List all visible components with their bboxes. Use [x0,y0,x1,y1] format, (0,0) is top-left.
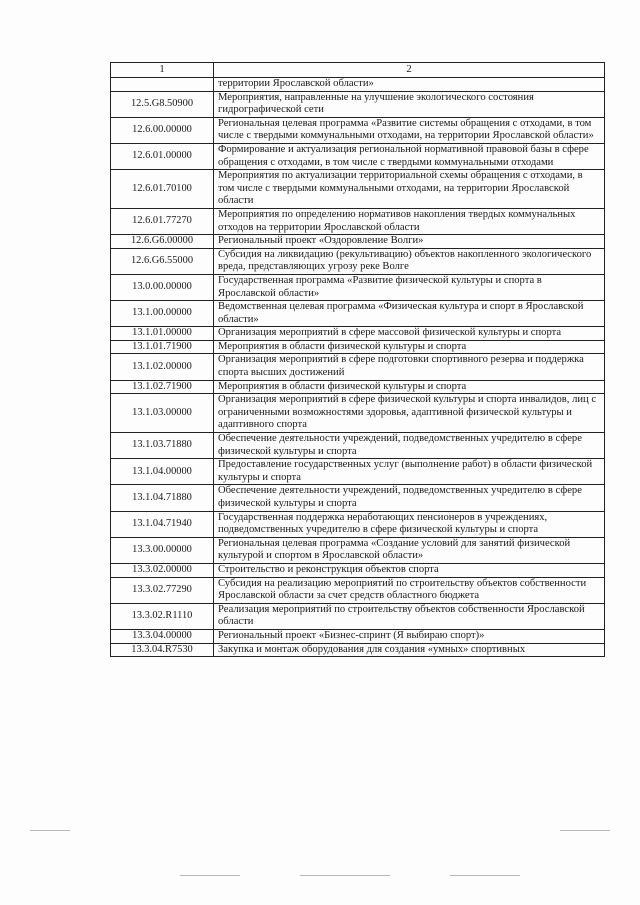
table-row [111,603,605,629]
table-row [111,235,605,249]
table-row [111,301,605,327]
table-row [111,248,605,274]
table-row [111,577,605,603]
table-row [111,208,605,234]
item-description: Мероприятия в области физической культуры и спорта [214,380,605,394]
scan-artifacts [0,830,640,905]
item-description: Обеспечение деятельности учреждений, подведомственных учредителю в сфере физической культуры и спорта [214,485,605,511]
table-row [111,563,605,577]
header-column-2: 2 [214,63,605,78]
item-description: Государственная поддержка неработающих пенсионеров в учреждениях, подведомственных учредителю в сфере физической культуры и спорта [214,511,605,537]
classification-code: 12.6.01.70100 [111,170,214,209]
item-description: Региональная целевая программа «Создание условий для занятий физической культурой и спортом в Ярославской области» [214,537,605,563]
budget-classification-table [110,62,605,657]
classification-code: 13.3.02.R1110 [111,603,214,629]
table-header-row [111,63,605,78]
classification-code: 12.6.G6.55000 [111,248,214,274]
classification-code: 13.1.02.71900 [111,380,214,394]
table-row [111,380,605,394]
table-row [111,537,605,563]
table-row [111,117,605,143]
table-row [111,485,605,511]
item-description: Мероприятия, направленные на улучшение экологического состояния гидрографической сети [214,91,605,117]
table-row [111,170,605,209]
classification-code: 13.1.00.00000 [111,301,214,327]
item-description: Мероприятия по актуализации территориальной схемы обращения с отходами, в том числе с твердыми коммунальными отходами, на территории Ярославской области [214,170,605,209]
classification-code: 12.6.G6.00000 [111,235,214,249]
item-description: Организация мероприятий в сфере подготовки спортивного резерва и поддержка спорта высших достижений [214,354,605,380]
classification-code: 13.1.02.00000 [111,354,214,380]
table-row [111,433,605,459]
item-description: Организация мероприятий в сфере физической культуры и спорта инвалидов, лиц с ограниченными возможностями здоровья, адаптивной физической культуры и адаптивного спорта [214,394,605,433]
item-description: Региональный проект «Оздоровление Волги» [214,235,605,249]
classification-code: 13.3.00.00000 [111,537,214,563]
table-row [111,354,605,380]
classification-code: 13.0.00.00000 [111,274,214,300]
table-row [111,91,605,117]
table-row [111,629,605,643]
classification-code: 13.3.04.00000 [111,629,214,643]
item-description: Субсидия на реализацию мероприятий по строительству объектов собственности Ярославской области за счет средств областного бюджета [214,577,605,603]
header-column-1: 1 [111,63,214,78]
classification-code: 12.6.01.77270 [111,208,214,234]
item-description: Региональная целевая программа «Развитие системы обращения с отходами, в том числе с твердыми коммунальными отходами, на территории Ярославской области» [214,117,605,143]
table-body [111,78,605,657]
table-row [111,340,605,354]
table-row [111,78,605,92]
classification-code: 12.6.01.00000 [111,143,214,169]
item-description: Формирование и актуализация региональной нормативной правовой базы в сфере обращения с отходами, в том числе с твердыми коммунальными отходами [214,143,605,169]
classification-code: 13.1.03.71880 [111,433,214,459]
item-description: Ведомственная целевая программа «Физическая культура и спорт в Ярославской области» [214,301,605,327]
table-row [111,143,605,169]
classification-code: 13.1.04.71940 [111,511,214,537]
classification-code: 13.3.04.R7530 [111,643,214,657]
item-description: Организация мероприятий в сфере массовой физической культуры и спорта [214,327,605,341]
item-description: Реализация мероприятий по строительству объектов собственности Ярославской области [214,603,605,629]
classification-code: 13.3.02.77290 [111,577,214,603]
item-description: Региональный проект «Бизнес-спринт (Я выбираю спорт)» [214,629,605,643]
item-description: Мероприятия в области физической культуры и спорта [214,340,605,354]
classification-code: 12.6.00.00000 [111,117,214,143]
item-description: Субсидия на ликвидацию (рекультивацию) объектов накопленного экологического вреда, представляющих угрозу реке Волге [214,248,605,274]
table-row [111,511,605,537]
classification-code: 13.1.04.71880 [111,485,214,511]
item-description: Обеспечение деятельности учреждений, подведомственных учредителю в сфере физической культуры и спорта [214,433,605,459]
classification-code: 13.3.02.00000 [111,563,214,577]
table-row [111,643,605,657]
item-description: Мероприятия по определению нормативов накопления твердых коммунальных отходов на территории Ярославской области [214,208,605,234]
table-row [111,327,605,341]
item-description: территории Ярославской области» [214,78,605,92]
classification-code: 12.5.G8.50900 [111,91,214,117]
table-row [111,459,605,485]
classification-code: 13.1.03.00000 [111,394,214,433]
classification-code: 13.1.01.71900 [111,340,214,354]
item-description: Предоставление государственных услуг (выполнение работ) в области физической культуры и спорта [214,459,605,485]
item-description: Закупка и монтаж оборудования для создания «умных» спортивных [214,643,605,657]
classification-code: 13.1.04.00000 [111,459,214,485]
classification-code [111,78,214,92]
item-description: Государственная программа «Развитие физической культуры и спорта в Ярославской области» [214,274,605,300]
table-row [111,274,605,300]
classification-code: 13.1.01.00000 [111,327,214,341]
table-row [111,394,605,433]
item-description: Строительство и реконструкция объектов спорта [214,563,605,577]
